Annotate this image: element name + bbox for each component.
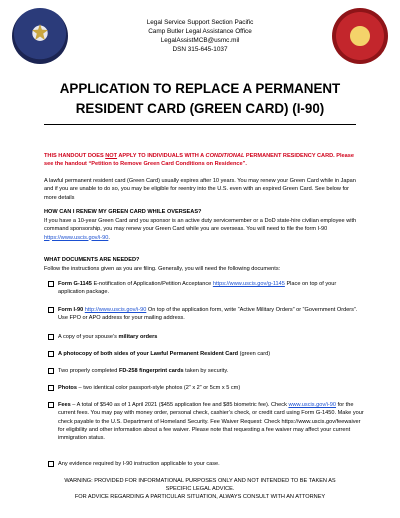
docs-intro: Follow the instructions given as you are filing. Generally, you will need the following documents: — [44, 266, 281, 272]
g1145-link[interactable]: https://www.uscis.gov/g-1145 — [212, 281, 285, 287]
checkbox[interactable] — [48, 368, 54, 374]
disclaimer-footer — [0, 477, 400, 501]
warning-text: PERMANENT RESIDENCY CARD. Please see the handout “Petition to Remove Green Card Conditions on Residence”. — [44, 153, 354, 168]
list-item-evidence — [58, 460, 364, 468]
checkbox[interactable] — [48, 402, 54, 408]
office-line: Legal Service Support Section Pacific — [146, 19, 254, 26]
checkbox[interactable] — [48, 461, 54, 467]
g1145-text: E-notification of Application/Petition Acceptance — [91, 281, 213, 287]
i90-text: On top of the application form, write “Active Military Orders” or “Government Orders”. Use FPO or APO address for your mailing address. — [58, 307, 358, 322]
orders-text: A copy of your spouse’s — [58, 334, 119, 340]
title-line-2: RESIDENT CARD (GREEN CARD) (I-90) — [75, 101, 325, 116]
title-line-1: APPLICATION TO REPLACE A PERMANENT — [59, 81, 341, 96]
office-phone: DSN 315-645-1037 — [172, 46, 228, 53]
checkbox[interactable] — [48, 385, 54, 391]
photos-bold: Photos — [58, 385, 77, 391]
list-item-i90 — [58, 306, 364, 323]
g1145-end: Place on top of your application package. — [58, 281, 337, 296]
list-item-orders — [58, 333, 364, 341]
footer-line: FOR ADVICE REGARDING A PARTICULAR SITUATION, ALWAYS CONSULT WITH AN ATTORNEY — [74, 494, 326, 501]
renew-heading: HOW CAN I RENEW MY GREEN CARD WHILE OVERSEAS? — [44, 209, 202, 215]
fees-bold: Fees — [58, 402, 71, 408]
renew-end: . — [108, 234, 110, 241]
page-title — [0, 79, 400, 119]
fees-text: – A total of $540 as of 1 April 2021 ($455 application fee and $85 biometric fee). Check — [70, 402, 289, 408]
list-item-g1145 — [58, 280, 364, 297]
docs-heading: WHAT DOCUMENTS ARE NEEDED? — [44, 257, 140, 263]
fees-link[interactable]: www.uscis.gov/i-90 — [288, 402, 337, 408]
intro-paragraph: A lawful permanent resident card (Green Card) usually expires after 10 years. You may renew your Green Card while in Japan and if you are unable to do so, you may be eligible for reentry into the U.S. even with an expired Green Card. See below for more details — [44, 178, 356, 201]
warning-conditional: CONDITIONAL — [205, 153, 245, 159]
fp-end: taken by security. — [183, 368, 229, 374]
list-item-fingerprints — [58, 367, 364, 375]
photos-text: – two identical color passport-style photos (2” x 2” or 5cm x 5 cm) — [76, 385, 241, 391]
divider — [44, 124, 356, 125]
renew-paragraph — [44, 217, 362, 242]
office-email: LegalAssistMCB@usmc.mil — [160, 37, 240, 44]
office-header — [0, 18, 400, 54]
renew-text: If you have a 10-year Green Card and you sponsor is an active duty servicemember or a DoD state-hire civilian employee with command sponsorship, you may renew your Green Card while you are overseas. You will need to file the form I-90 — [44, 218, 357, 233]
warning-text: THIS HANDOUT DOES — [44, 153, 106, 159]
footer-line: WARNING: PROVIDED FOR INFORMATIONAL PURPOSES ONLY AND NOT INTENDED TO BE TAKEN AS — [64, 478, 336, 484]
checkbox[interactable] — [48, 281, 54, 287]
g1145-label: Form G-1145 — [58, 281, 92, 287]
footer-line: SPECIFIC LEGAL ADVICE. — [165, 486, 235, 493]
list-item-photocopy — [58, 350, 364, 358]
checkbox[interactable] — [48, 307, 54, 313]
photocopy-text: (green card) — [238, 351, 271, 357]
photocopy-bold: A photocopy of both sides of your Lawful Permanent Resident Card — [58, 351, 239, 357]
list-item-photos — [58, 384, 364, 392]
office-line: Camp Butler Legal Assistance Office — [148, 28, 252, 35]
evidence-text: Any evidence required by I-90 instruction applicable to your case. — [58, 461, 220, 467]
fp-text: Two properly completed — [58, 368, 119, 374]
checkbox[interactable] — [48, 334, 54, 340]
i90-label: Form I-90 — [58, 307, 84, 313]
list-item-fees — [58, 401, 364, 442]
i90-form-link[interactable]: http://www.uscis.gov/i-90 — [84, 307, 147, 313]
checkbox[interactable] — [48, 351, 54, 357]
orders-bold: military orders — [118, 334, 158, 340]
warning-text: APPLY TO INDIVIDUALS WITH A — [117, 153, 206, 159]
fp-bold: FD-258 fingerprint cards — [118, 368, 184, 374]
warning-not: NOT — [105, 153, 118, 159]
i90-link[interactable]: https://www.uscis.gov/i-90 — [44, 234, 109, 241]
fees-text-cont: for the current fees. You may pay with money order, personal check, cashier’s check, or credit card using Form G-1450. Make your check payable to the U.S. Department of Homeland Security. Fee Waiver Request: Check https://www.uscis.gov/feewaiver for eligibility and other information about a fee waiver. Please note that requesting a fee waiver may affect your current immigration status. — [58, 402, 364, 442]
conditional-warning — [44, 152, 362, 169]
